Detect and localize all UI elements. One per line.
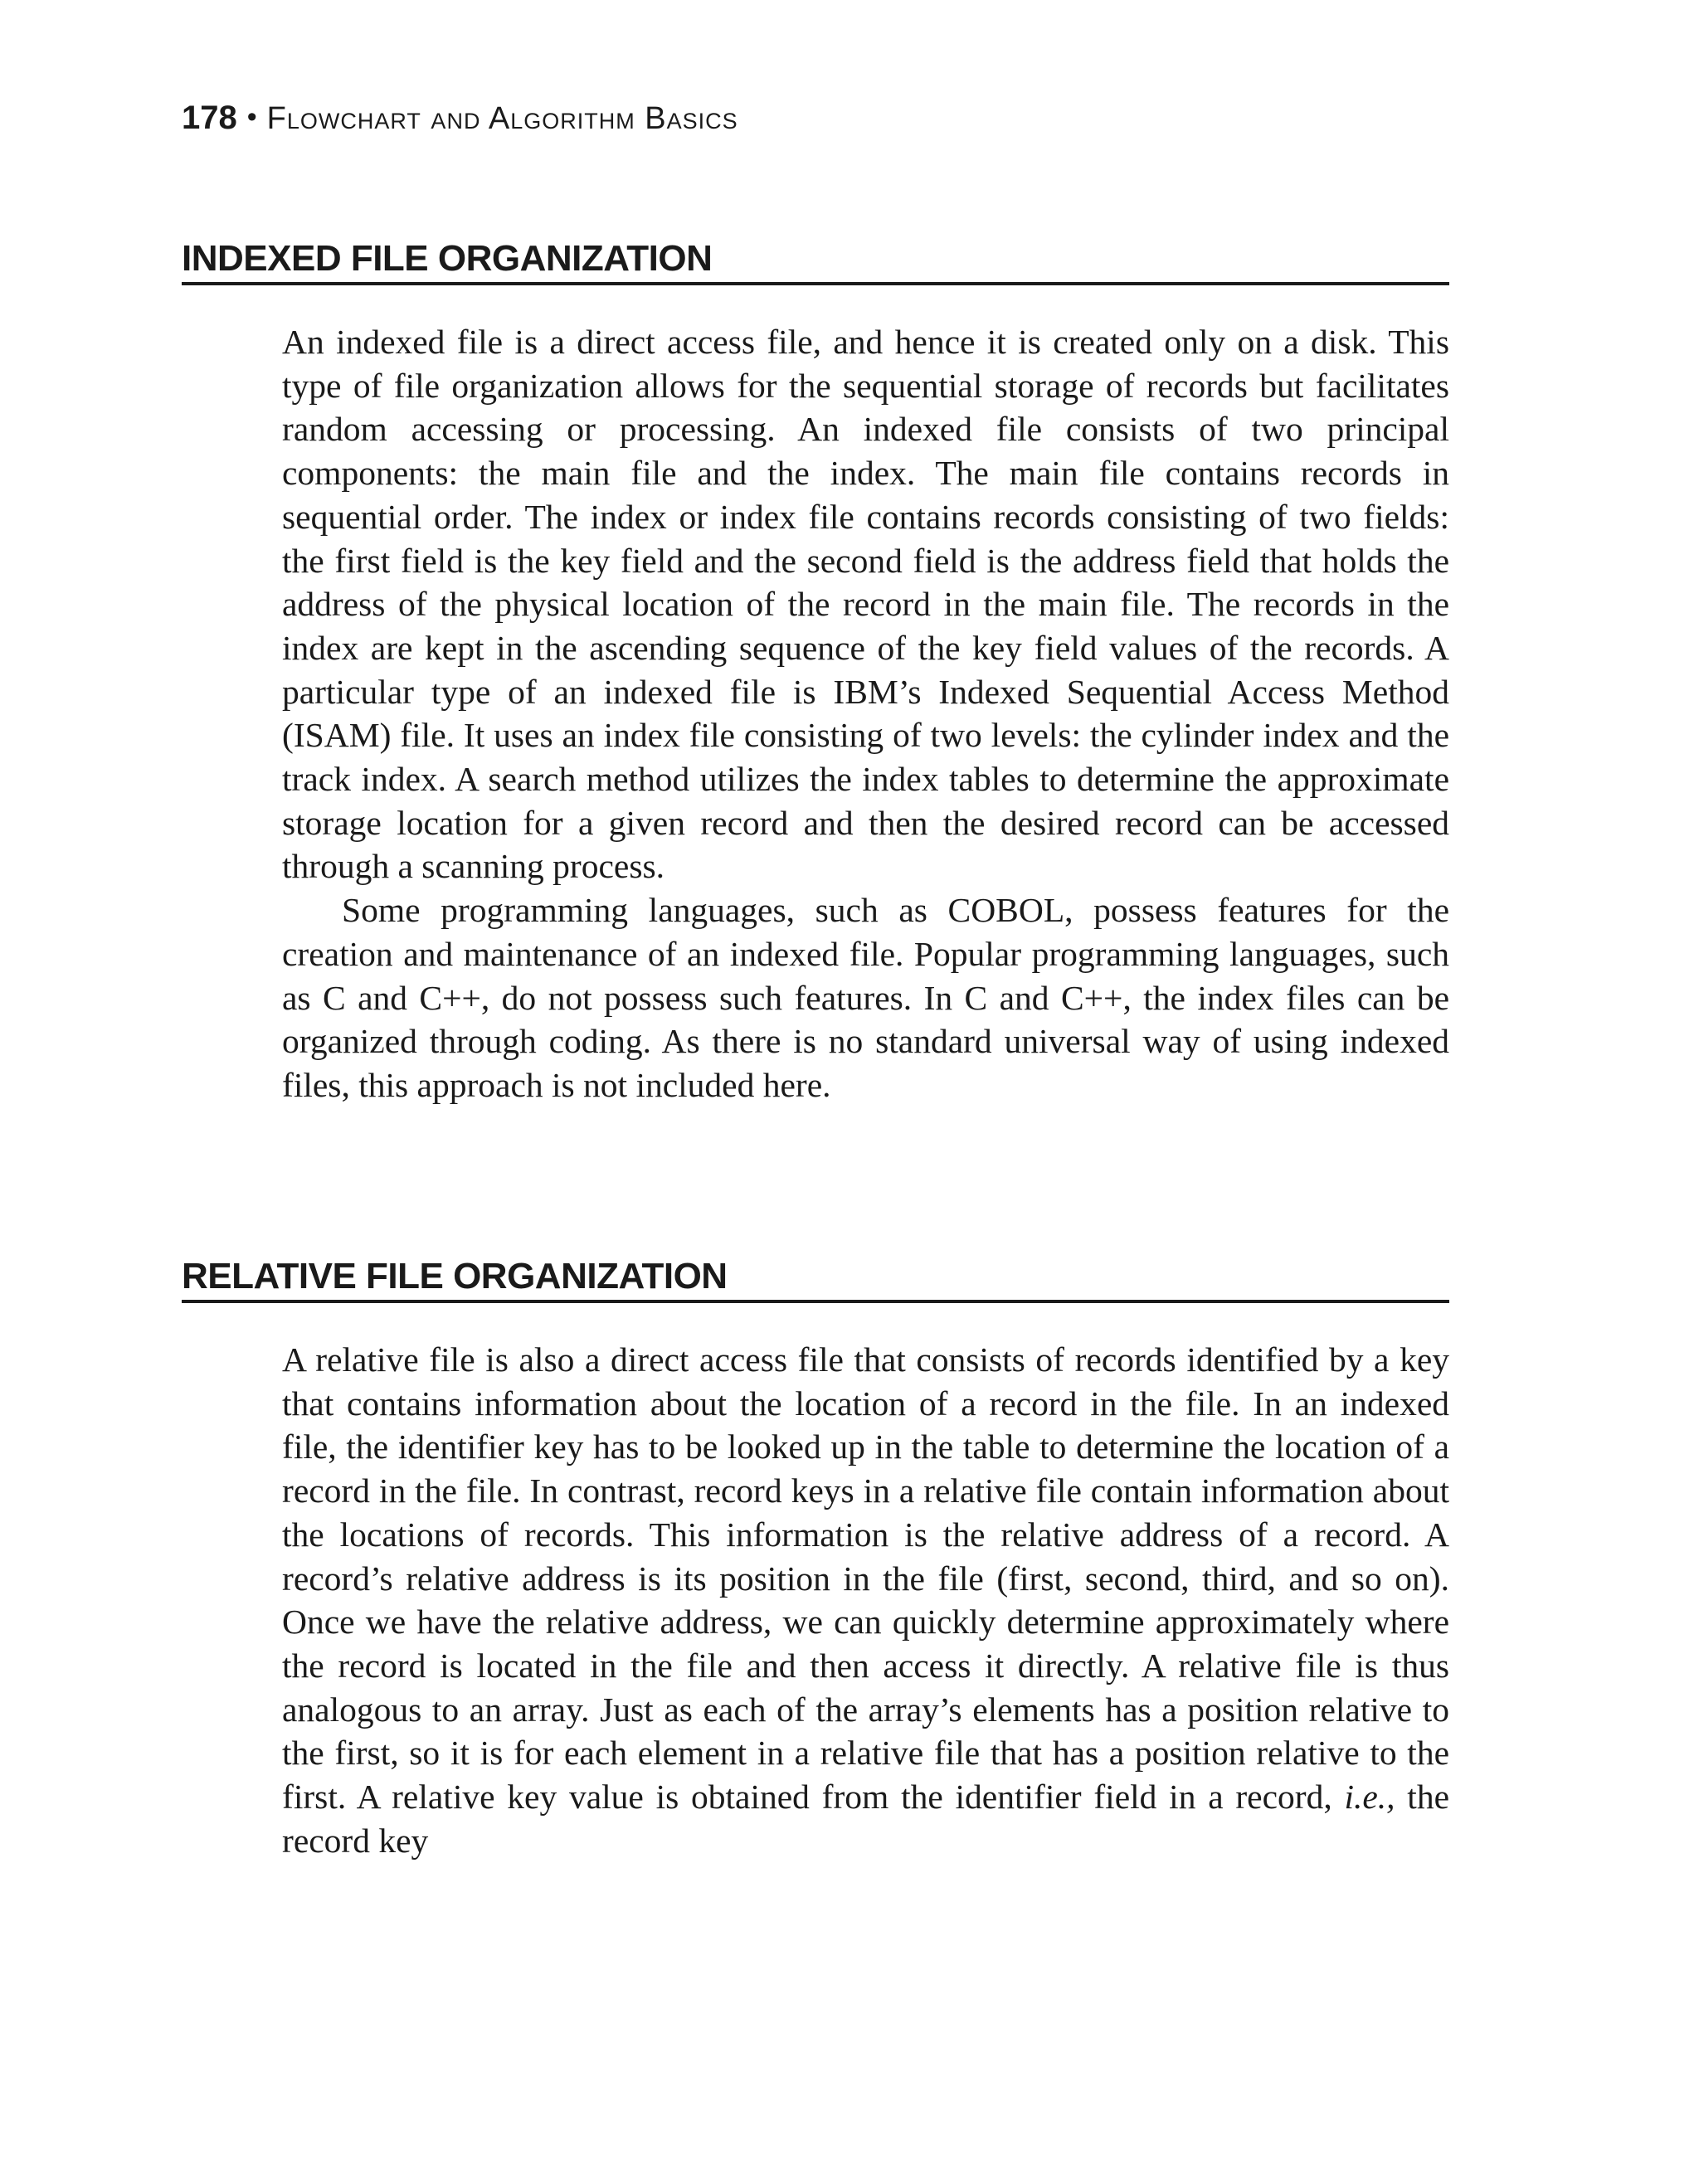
section-body-indexed bbox=[282, 320, 1449, 1107]
section-body-relative bbox=[282, 1338, 1449, 1862]
page-number: 178 bbox=[182, 100, 237, 136]
paragraph-text: A relative file is also a direct access file that consists of records identified by a key that contains information about the location of a record in the file. In an indexed file, the identifier key has to be looked up in the table to determine the location of a record in the file. In contrast, record keys in a relative file contain information about the locations of records. This information is the relative address of a record. A record’s relative address is its position in the file (first, second, third, and so on). Once we have the relative address, we can quickly determine approximately where the record is located in the file and then access it directly. A relative file is thus analogous to an array. Just as each of the array’s elements has a position relative to the first, so it is for each element in a relative file that has a position relative to the first. A relative key value is obtained from the identifier field in a record, bbox=[282, 1340, 1449, 1817]
paragraph: An indexed file is a direct access file, and hence it is created only on a disk. This type of file organization allows for the sequential storage of records but facilitates random accessing or processing. An indexed file consists of two principal components: the main file and the index. The main file contains records in sequential order. The index or index file contains records consisting of two fields: the first field is the key field and the second field is the address field that holds the address of the physical location of the record in the main file. The records in the index are kept in the ascending sequence of the key field values of the records. A particular type of an indexed file is IBM’s Indexed Sequential Access Method (ISAM) file. It uses an index file consisting of two levels: the cylinder index and the track index. A search method utilizes the index tables to determine the approximate storage location for a given record and then the desired record can be accessed through a scanning process. bbox=[282, 323, 1449, 886]
section-heading-indexed: INDEXED FILE ORGANIZATION bbox=[182, 241, 1449, 285]
paragraph-tail: the record key bbox=[282, 1778, 1449, 1860]
paragraph: Some programming languages, such as COBOL, possess features for the creation and maintenance of an indexed file. Popular programming languages, such as C and C++, do not possess such features. In C and C++, the index files can be organized through coding. As there is no standard universal way of using indexed files, this approach is not included here. bbox=[282, 891, 1449, 1104]
italic-abbreviation: i.e., bbox=[1344, 1778, 1395, 1817]
running-header bbox=[182, 101, 738, 134]
book-title: Flowchart and Algorithm Basics bbox=[266, 101, 738, 136]
header-bullet: • bbox=[246, 101, 257, 133]
paragraph bbox=[282, 1338, 1449, 1862]
section-heading-relative: RELATIVE FILE ORGANIZATION bbox=[182, 1258, 1449, 1303]
